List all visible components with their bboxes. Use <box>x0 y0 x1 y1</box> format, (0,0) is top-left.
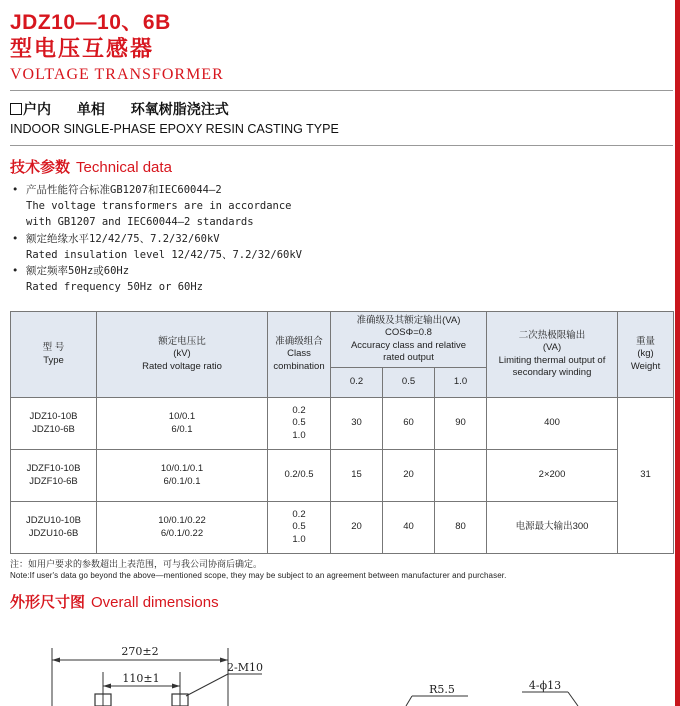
dimensions-heading <box>10 591 219 612</box>
checkbox-icon <box>10 103 22 115</box>
spec-table <box>10 311 674 554</box>
bullet-cn: 额定频率50Hz或60Hz <box>26 265 130 278</box>
cell-type: JDZF10-10B JDZF10-6B <box>11 450 97 502</box>
subheader-0.5: 0.5 <box>383 368 435 398</box>
dimensions-heading-en: Overall dimensions <box>91 594 219 611</box>
type-epoxy: 环氧树脂浇注式 <box>130 101 229 117</box>
note-english: Note:If user's data go beyond the above—mentioned scope, they may be subject to an agreement between manufacturer and purchaser. <box>10 571 507 580</box>
subheader-0.2: 0.2 <box>331 368 383 398</box>
bullet-item <box>12 231 302 247</box>
technical-bullets <box>12 182 302 295</box>
thread-label: 2-M10 <box>227 661 263 674</box>
cell-ratio: 10/0.1 6/0.1 <box>97 398 268 450</box>
arrow-icon <box>172 684 180 689</box>
arrow-icon <box>103 684 111 689</box>
bullet-icon: • <box>12 265 19 278</box>
cell-output-0.5: 20 <box>383 450 435 502</box>
bullet-item <box>12 182 302 198</box>
title-chinese: 型电压互感器 <box>10 36 155 61</box>
dim-overall-label: 270±2 <box>121 645 159 658</box>
cell-output-0.5: 60 <box>383 398 435 450</box>
cell-weight: 31 <box>618 398 674 554</box>
bullet-en: The voltage transformers are in accordance <box>26 200 292 213</box>
cell-output-1.0 <box>435 450 487 502</box>
radius-label: R5.5 <box>429 683 455 696</box>
cell-class: 0.2 0.5 1.0 <box>268 398 331 450</box>
table-header-row <box>11 312 674 368</box>
technical-heading-en: Technical data <box>76 159 172 176</box>
dim-inner-label: 110±1 <box>122 672 160 685</box>
cell-output-1.0: 80 <box>435 502 487 554</box>
divider <box>10 145 673 146</box>
note-chinese: 注：如用户要求的参数超出上表范围，可与我公司协商后确定。 <box>10 559 263 569</box>
header-class: 准确级组合 Class combination <box>268 312 331 398</box>
page-edge-bar <box>675 0 680 706</box>
cell-class: 0.2/0.5 <box>268 450 331 502</box>
type-chinese <box>10 99 229 119</box>
type-indoor: 户内 <box>23 101 51 117</box>
cell-output-0.2: 30 <box>331 398 383 450</box>
technical-heading <box>10 156 172 177</box>
bullet-item <box>12 263 302 279</box>
cell-output-1.0: 90 <box>435 398 487 450</box>
divider <box>10 90 673 91</box>
cell-thermal: 2×200 <box>487 450 618 502</box>
cell-ratio: 10/0.1/0.1 6/0.1/0.1 <box>97 450 268 502</box>
leader-line <box>186 674 228 696</box>
header-accuracy: 准确级及其额定输出(VA) COSΦ=0.8 Accuracy class and relative rated output <box>331 312 487 368</box>
cell-type: JDZU10-10B JDZU10-6B <box>11 502 97 554</box>
header-thermal: 二次热极限输出 (VA) Limiting thermal output of secondary winding <box>487 312 618 398</box>
leader-line <box>568 692 578 706</box>
header-type: 型 号 Type <box>11 312 97 398</box>
bullet-cn: 产品性能符合标准GB1207和IEC60044—2 <box>26 184 222 196</box>
header-ratio: 额定电压比 (kV) Rated voltage ratio <box>97 312 268 398</box>
cell-output-0.5: 40 <box>383 502 435 554</box>
subheader-1.0: 1.0 <box>435 368 487 398</box>
cell-output-0.2: 20 <box>331 502 383 554</box>
cell-class: 0.2 0.5 1.0 <box>268 502 331 554</box>
cell-thermal: 400 <box>487 398 618 450</box>
arrow-icon <box>52 658 60 663</box>
header-weight: 重量 (kg) Weight <box>618 312 674 398</box>
technical-heading-cn: 技术参数 <box>10 159 71 176</box>
type-english: INDOOR SINGLE-PHASE EPOXY RESIN CASTING TYPE <box>10 122 339 136</box>
dimensions-heading-cn: 外形尺寸图 <box>10 594 86 611</box>
cell-thermal: 电源最大输出300 <box>487 502 618 554</box>
cell-type: JDZ10-10B JDZ10-6B <box>11 398 97 450</box>
bullet-icon: • <box>12 232 19 245</box>
table-row <box>11 398 674 450</box>
bullet-en: Rated insulation level 12/42/75、7.2/32/60kV <box>26 248 303 261</box>
title-english: VOLTAGE TRANSFORMER <box>10 66 224 83</box>
bullet-cn: 额定绝缘水平12/42/75、7.2/32/60kV <box>26 232 220 245</box>
type-single-phase: 单相 <box>76 101 105 117</box>
cell-ratio: 10/0.1/0.22 6/0.1/0.22 <box>97 502 268 554</box>
dimension-drawing <box>0 610 680 706</box>
model-number: JDZ10—10、6B <box>10 11 171 34</box>
cell-output-0.2: 15 <box>331 450 383 502</box>
bullet-en: Rated frequency 50Hz or 60Hz <box>26 281 204 294</box>
bullet-icon: • <box>12 184 19 196</box>
leader-line <box>406 696 412 706</box>
bullet-en: with GB1207 and IEC60044—2 standards <box>26 216 254 229</box>
holes-label: 4-ϕ13 <box>528 679 562 692</box>
table-row <box>11 502 674 554</box>
table-row <box>11 450 674 502</box>
